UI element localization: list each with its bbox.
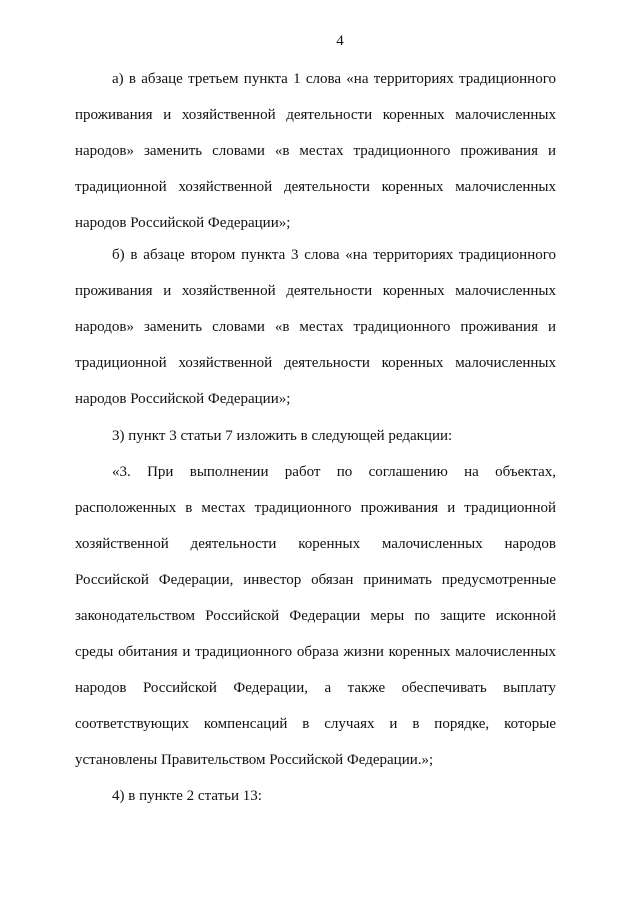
paragraph-b-line-5: народов Российской Федерации»; <box>75 391 291 407</box>
paragraph-a-line-5: народов Российской Федерации»; <box>75 215 291 231</box>
quote-line-5: законодательством Российской Федерации меры по защите исконной <box>75 608 556 624</box>
paragraph-b-line-4: традиционной хозяйственной деятельности коренных малочисленных <box>75 355 556 371</box>
paragraph-b-line-1: б) в абзаце втором пункта 3 слова «на территориях традиционного <box>112 247 556 263</box>
quote-line-6: среды обитания и традиционного образа жизни коренных малочисленных <box>75 644 556 660</box>
quote-line-3: хозяйственной деятельности коренных малочисленных народов <box>75 536 556 552</box>
page-number: 4 <box>336 33 344 49</box>
paragraph-b-line-2: проживания и хозяйственной деятельности коренных малочисленных <box>75 283 556 299</box>
paragraph-a-line-1: а) в абзаце третьем пункта 1 слова «на территориях традиционного <box>112 71 556 87</box>
quote-line-1: «3. При выполнении работ по соглашению на объектах, <box>112 464 556 480</box>
quote-line-4: Российской Федерации, инвестор обязан принимать предусмотренные <box>75 572 556 588</box>
paragraph-a-line-4: традиционной хозяйственной деятельности коренных малочисленных <box>75 179 556 195</box>
paragraph-a-line-3: народов» заменить словами «в местах традиционного проживания и <box>75 143 556 159</box>
item-4-heading: 4) в пункте 2 статьи 13: <box>112 788 262 804</box>
quote-line-7: народов Российской Федерации, а также обеспечивать выплату <box>75 680 556 696</box>
paragraph-b-line-3: народов» заменить словами «в местах традиционного проживания и <box>75 319 556 335</box>
quote-line-2: расположенных в местах традиционного проживания и традиционной <box>75 500 556 516</box>
quote-line-9: установлены Правительством Российской Федерации.»; <box>75 752 434 768</box>
quote-line-8: соответствующих компенсаций в случаях и в порядке, которые <box>75 716 556 732</box>
paragraph-a-line-2: проживания и хозяйственной деятельности коренных малочисленных <box>75 107 556 123</box>
item-3-heading: 3) пункт 3 статьи 7 изложить в следующей редакции: <box>112 428 453 444</box>
